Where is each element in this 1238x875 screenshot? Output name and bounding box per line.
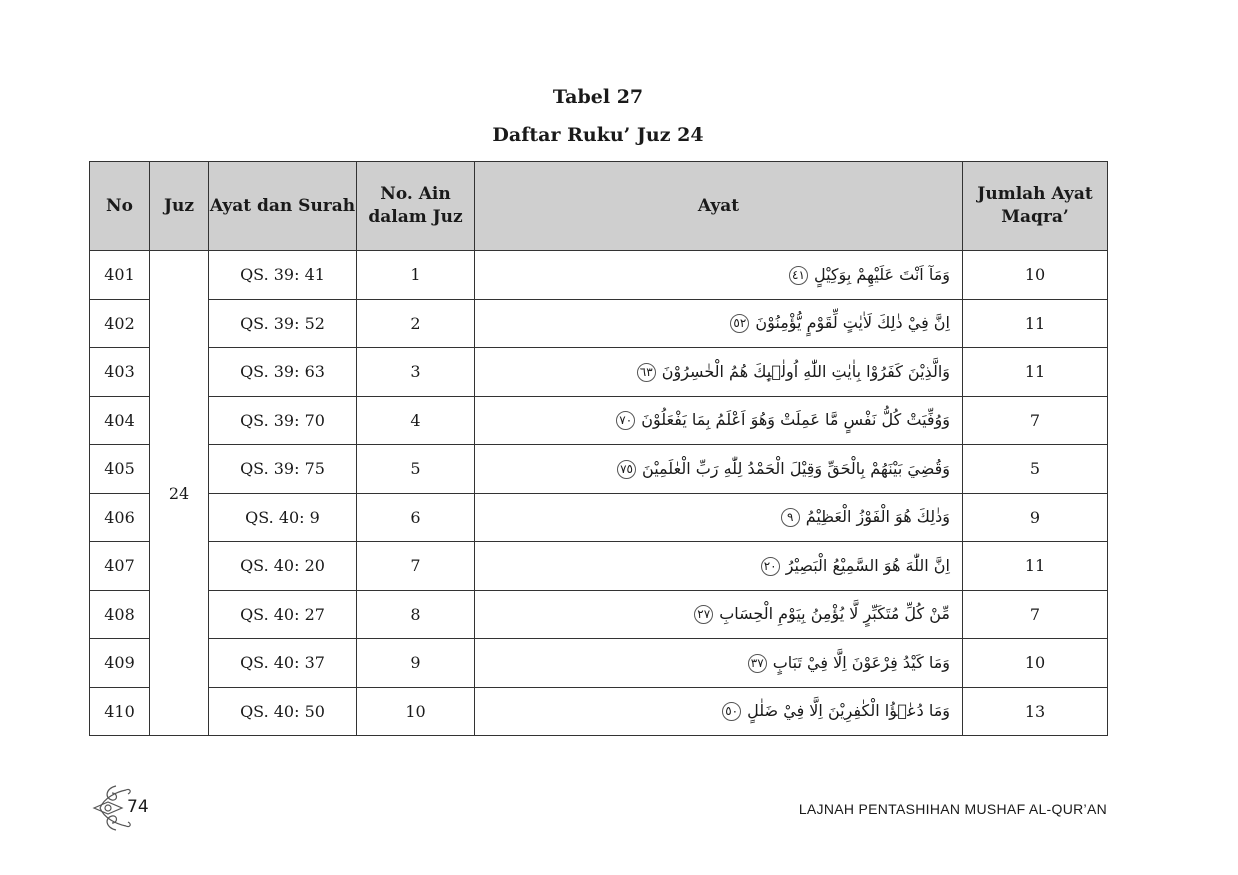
cell-no: 408 (90, 590, 150, 639)
cell-no: 404 (90, 396, 150, 445)
ayah-number-mark: ٧٠ (616, 411, 635, 430)
table-row (90, 445, 1108, 494)
page-number: 74 (127, 797, 149, 817)
cell-surah: QS. 40: 9 (209, 493, 357, 542)
cell-ain: 1 (357, 251, 475, 300)
cell-no: 403 (90, 348, 150, 397)
cell-ayat (475, 687, 963, 736)
table-subtitle: Daftar Ruku’ Juz 24 (492, 124, 704, 146)
cell-jumlah: 7 (963, 590, 1108, 639)
header-jumlah-line2: Maqra’ (1001, 207, 1069, 227)
cell-no: 406 (90, 493, 150, 542)
ayah-number-mark: ٤١ (789, 266, 808, 285)
table-row (90, 542, 1108, 591)
cell-ayat (475, 396, 963, 445)
cell-jumlah: 9 (963, 493, 1108, 542)
table-row (90, 251, 1108, 300)
cell-surah: QS. 40: 27 (209, 590, 357, 639)
ayat-text: وَذٰلِكَ هُوَ الْفَوْزُ الْعَظِيْمُ (805, 507, 950, 527)
ayat-text: وَوُفِّيَتْ كُلُّ نَفْسٍ مَّا عَمِلَتْ وَهُوَ اَعْلَمُ بِمَا يَفْعَلُوْنَ (641, 410, 950, 430)
cell-jumlah: 7 (963, 396, 1108, 445)
cell-surah: QS. 39: 75 (209, 445, 357, 494)
cell-ayat (475, 348, 963, 397)
header-juz: Juz (150, 162, 209, 251)
cell-surah: QS. 39: 70 (209, 396, 357, 445)
cell-juz: 24 (150, 251, 209, 736)
header-surah: Ayat dan Surah (209, 162, 357, 251)
cell-surah: QS. 40: 37 (209, 639, 357, 688)
cell-ayat (475, 445, 963, 494)
cell-surah: QS. 39: 41 (209, 251, 357, 300)
cell-ayat (475, 639, 963, 688)
cell-jumlah: 5 (963, 445, 1108, 494)
table-row (90, 639, 1108, 688)
cell-ain: 7 (357, 542, 475, 591)
ayat-text: وَمَآ اَنْتَ عَلَيْهِمْ بِوَكِيْلٍ (813, 264, 950, 284)
header-ayat: Ayat (475, 162, 963, 251)
cell-ayat (475, 542, 963, 591)
table-row (90, 590, 1108, 639)
cell-surah: QS. 40: 20 (209, 542, 357, 591)
cell-jumlah: 11 (963, 348, 1108, 397)
table-row (90, 396, 1108, 445)
header-jumlah (963, 162, 1108, 251)
ayah-number-mark: ٩ (781, 508, 800, 527)
table-header-row (90, 162, 1108, 251)
cell-ain: 10 (357, 687, 475, 736)
cell-jumlah: 11 (963, 299, 1108, 348)
ayat-text: اِنَّ فِيْ ذٰلِكَ لَاٰيٰتٍ لِّقَوْمٍ يُّؤْمِنُوْنَ (755, 313, 950, 333)
ayat-text: وَقُضِيَ بَيْنَهُمْ بِالْحَقِّ وَقِيْلَ الْحَمْدُ لِلّٰهِ رَبِّ الْعٰلَمِيْنَ (642, 458, 950, 478)
table-row (90, 299, 1108, 348)
cell-jumlah: 13 (963, 687, 1108, 736)
cell-no: 407 (90, 542, 150, 591)
ayat-text: اِنَّ اللّٰهَ هُوَ السَّمِيْعُ الْبَصِيْرُ (785, 555, 950, 575)
header-no: No (90, 162, 150, 251)
ayah-number-mark: ٢٠ (761, 557, 780, 576)
ayat-text: وَالَّذِيْنَ كَفَرُوْا بِاٰيٰتِ اللّٰهِ اُولٰۤىِٕكَ هُمُ الْخٰسِرُوْنَ (661, 361, 950, 381)
ayah-number-mark: ٦٣ (637, 363, 656, 382)
cell-no: 405 (90, 445, 150, 494)
ayat-text: وَمَا دُعٰۤؤُا الْكٰفِرِيْنَ اِلَّا فِيْ ضَلٰلٍ (747, 701, 950, 721)
cell-no: 401 (90, 251, 150, 300)
ayah-number-mark: ٧٥ (617, 460, 636, 479)
cell-jumlah: 10 (963, 251, 1108, 300)
table-row (90, 687, 1108, 736)
cell-ain: 9 (357, 639, 475, 688)
header-ain-line2: dalam Juz (368, 207, 463, 227)
table-row (90, 348, 1108, 397)
cell-no: 410 (90, 687, 150, 736)
ayah-number-mark: ٥٠ (722, 702, 741, 721)
publisher-footer: LAJNAH PENTASHIHAN MUSHAF AL-QUR’AN (798, 801, 1107, 817)
cell-surah: QS. 39: 63 (209, 348, 357, 397)
cell-ain: 2 (357, 299, 475, 348)
ayat-text: مِّنْ كُلِّ مُتَكَبِّرٍ لَّا يُؤْمِنُ بِيَوْمِ الْحِسَابِ (719, 604, 950, 624)
cell-no: 402 (90, 299, 150, 348)
table-row (90, 493, 1108, 542)
cell-ain: 3 (357, 348, 475, 397)
ayah-number-mark: ٢٧ (694, 605, 713, 624)
cell-jumlah: 11 (963, 542, 1108, 591)
cell-ain: 6 (357, 493, 475, 542)
cell-ayat (475, 590, 963, 639)
cell-ayat (475, 251, 963, 300)
header-ain-line1: No. Ain (380, 184, 451, 204)
ayah-number-mark: ٣٧ (748, 654, 767, 673)
header-jumlah-line1: Jumlah Ayat (977, 184, 1093, 204)
cell-ayat (475, 493, 963, 542)
cell-surah: QS. 40: 50 (209, 687, 357, 736)
ruku-table (89, 161, 1108, 736)
cell-ayat (475, 299, 963, 348)
cell-surah: QS. 39: 52 (209, 299, 357, 348)
cell-ain: 8 (357, 590, 475, 639)
cell-jumlah: 10 (963, 639, 1108, 688)
cell-no: 409 (90, 639, 150, 688)
cell-ain: 5 (357, 445, 475, 494)
ayah-number-mark: ٥٢ (730, 314, 749, 333)
ayat-text: وَمَا كَيْدُ فِرْعَوْنَ اِلَّا فِيْ تَبَابٍ (772, 652, 950, 672)
cell-ain: 4 (357, 396, 475, 445)
table-title: Tabel 27 (552, 86, 644, 108)
header-ain (357, 162, 475, 251)
